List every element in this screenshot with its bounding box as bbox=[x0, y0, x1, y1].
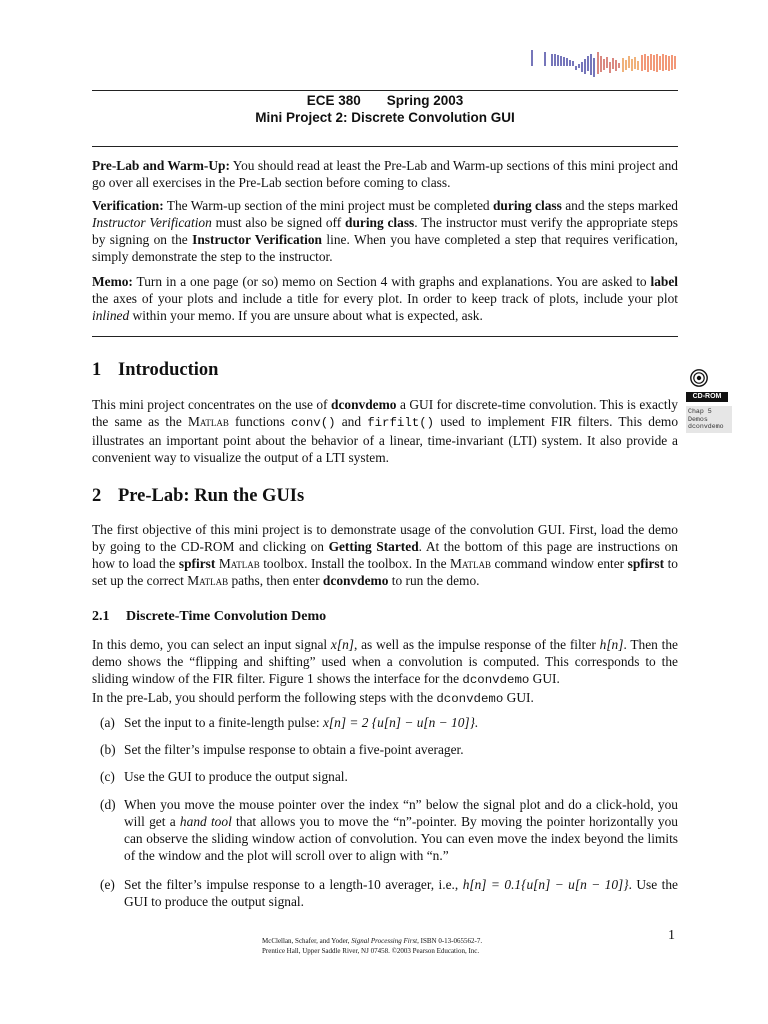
document-title: Mini Project 2: Discrete Convolution GUI bbox=[255, 110, 515, 125]
verification-lead: Verification: bbox=[92, 198, 164, 213]
step-b: (b) Set the filter’s impulse response to obtain a five-point averager. bbox=[100, 742, 464, 757]
step-c: (c) Use the GUI to produce the output signal. bbox=[100, 769, 348, 784]
header-bottom-rule bbox=[92, 146, 678, 147]
verification-paragraph: Verification: The Warm-up section of the mini project must be completed during class and the steps marked Instructor Verification must also be signed off during class. The instructor must verify the appropriate steps by signing on the Instructor Verification line. When you have completed a step that requires verification, simply demonstrate the step to the instructor. bbox=[92, 198, 678, 265]
step-a: (a) Set the input to a finite-length pulse: x[n] = 2 {u[n] − u[n − 10]}. bbox=[100, 715, 479, 730]
prelab-paragraph bbox=[92, 157, 678, 191]
prelab-lead: Pre-Lab and Warm-Up: bbox=[92, 158, 230, 173]
memo-paragraph: Memo: Turn in a one page (or so) memo on Section 4 with graphs and explanations. You are asked to label the axes of your plots and include a title for every plot. In order to keep track of plots, include your plot inlined within your memo. If you are unsure about what is expected, ask. bbox=[92, 274, 678, 324]
subsection-2-1-heading: 2.1 Discrete-Time Convolution Demo bbox=[92, 609, 327, 624]
section-2-paragraph: The first objective of this mini project is to demonstrate usage of the convolution GUI. First, load the demo by going to the CD-ROM and clicking on Getting Started. At the bottom of this page are instructions on how to load the spfirst Matlab toolbox. Install the toolbox. In the Matlab command window enter spfirst to set up the correct Matlab paths, then enter dconvdemo to run the demo. bbox=[92, 522, 679, 589]
signal-waveform-logo bbox=[528, 44, 683, 80]
section-1-heading: 1 Introduction bbox=[92, 360, 219, 380]
header-top-rule bbox=[92, 90, 678, 91]
section-1-paragraph: This mini project concentrates on the use of dconvdemo a GUI for discrete-time convolution. This is exactly the same as the Matlab functions conv() and firfilt() used to implement FIR filters. This demo illustrates an important point about the behavior of a linear, time-invariant (LTI) system. It also provide a convenient way to visualize the output of a LTI system. bbox=[92, 397, 679, 466]
prelab-text: You should read at least the Pre-Lab and Warm-up sections of this mini project and go over all exercises in the Pre-Lab section before coming to class. bbox=[92, 158, 678, 191]
step-e: (e) Set the filter’s impulse response to a length-10 averager, i.e., h[n] = 0.1{u[n] − u[n − 10]}. Use the GUI to produce the output signal. bbox=[100, 877, 678, 910]
subsection-2-1-paragraph: In this demo, you can select an input signal x[n], as well as the impulse response of the filter h[n]. Then the demo shows the “flipping and shifting” used when a convolution is computed. This corresponds to the sliding window of the FIR filter. Figure 1 shows the interface for the dconvdemo GUI. In the pre-Lab, you should perform the following steps with the dconvdemo GUI. bbox=[92, 637, 679, 707]
course-name: ECE 380 bbox=[306, 93, 361, 108]
memo-lead: Memo: bbox=[92, 274, 133, 289]
footer-citation: McClellan, Schafer, and Yoder, Signal Processing First, ISBN 0-13-065562-7. Prentice Hall, Upper Saddle River, NJ 07458. ©2003 Pearson Education, Inc. bbox=[262, 937, 483, 955]
course-term: Spring 2003 bbox=[386, 93, 464, 108]
preamble-bottom-rule bbox=[92, 336, 678, 337]
step-d: (d) When you move the mouse pointer over the index “n” below the signal plot and do a click-hold, you will get a hand tool that allows you to move the “n”-pointer. By moving the pointer horizontally you can observe the sliding window action of convolution. You can even move the index beyond the limits of the window and the plot will scroll over to align with “n.” bbox=[100, 797, 678, 864]
course-line bbox=[92, 93, 678, 108]
cd-disc-icon bbox=[690, 369, 708, 387]
cdrom-label: CD-ROM bbox=[686, 392, 728, 402]
cdrom-reference: Chap 5 Demos dconvdemo bbox=[686, 406, 732, 433]
section-2-heading: 2 Pre-Lab: Run the GUIs bbox=[92, 486, 305, 506]
page-number: 1 bbox=[668, 928, 675, 943]
